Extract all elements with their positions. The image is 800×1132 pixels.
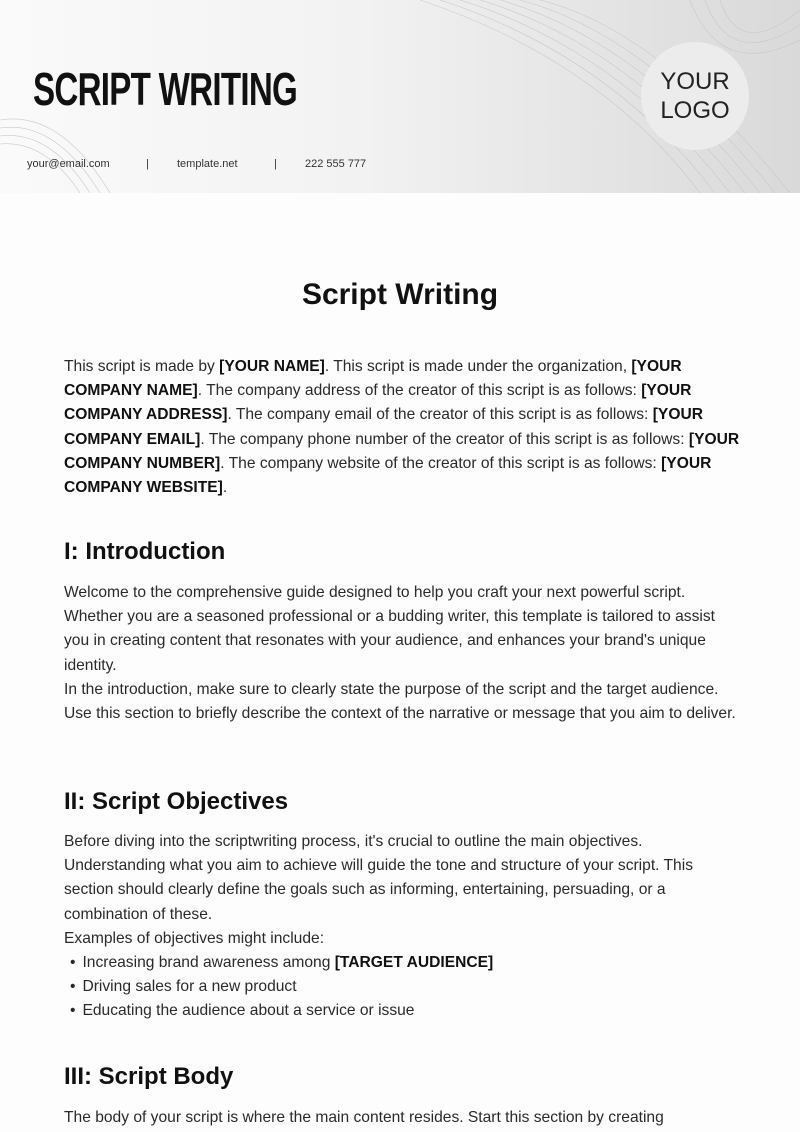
document-title: Script Writing (301, 278, 499, 311)
text: . The company email of the creator of this script is as follows: (227, 406, 653, 424)
text: . The company website of the creator of this script is as follows: (220, 454, 662, 472)
intro-paragraph (64, 355, 744, 500)
contact-info (27, 158, 366, 170)
text: . The company phone number of the creator of this script is as follows: (200, 430, 689, 448)
contact-phone: 222 555 777 (305, 158, 367, 170)
script-body-paragraph: The body of your script is where the main content resides. Start this section by creating (64, 1109, 664, 1126)
logo-text: LOGO (660, 97, 730, 124)
section-heading-objectives: II: Script Objectives (64, 788, 289, 815)
list-item: • Educating the audience about a service or issue (64, 999, 744, 1023)
logo-placeholder (641, 42, 749, 150)
logo-text: YOUR (660, 68, 730, 95)
section-heading-script-body: III: Script Body (64, 1063, 234, 1090)
placeholder-name: [YOUR NAME] (219, 358, 325, 375)
objectives-list (64, 951, 744, 1024)
text: Increasing brand awareness among (82, 954, 335, 972)
placeholder-company-email: [YOUR COMPANY EMAIL] (64, 406, 703, 448)
paragraph: Examples of objectives might include: (64, 929, 325, 947)
text: . (222, 479, 228, 497)
contact-email: your@email.com (27, 158, 110, 170)
text: . The company address of the creator of this script is as follows: (197, 382, 642, 400)
text: This script is made by (64, 358, 220, 375)
text: . This script is made under the organization, (324, 358, 632, 375)
list-item: • Driving sales for a new product (64, 975, 744, 999)
brand-title: SCRIPT WRITING (33, 63, 298, 115)
placeholder-company-number: [YOUR COMPANY NUMBER] (64, 430, 740, 472)
section-heading-introduction: I: Introduction (64, 538, 226, 565)
separator: | (146, 158, 149, 170)
placeholder-company-address: [YOUR COMPANY ADDRESS] (64, 382, 692, 424)
paragraph: In the introduction, make sure to clearly state the purpose of the script and the target audience. Use this section to briefly describe the context of the narrative or message that you aim to deliver. (64, 680, 736, 723)
placeholder-target-audience: [TARGET AUDIENCE] (334, 954, 494, 972)
contact-website: template.net (177, 158, 238, 170)
introduction-paragraph (64, 581, 744, 726)
paragraph: Before diving into the scriptwriting process, it's crucial to outline the main objectives. Understanding what you aim to achieve will guide the tone and structure of your script. This section should clearly define the goals such as informing, entertaining, persuading, or a combination of these. (64, 833, 693, 923)
objectives-paragraph (64, 830, 744, 1024)
separator: | (274, 158, 277, 170)
letterhead (0, 0, 800, 193)
list-item (64, 951, 744, 975)
placeholder-company-website: [YOUR COMPANY WEBSITE] (64, 454, 712, 497)
paragraph: Welcome to the comprehensive guide designed to help you craft your next powerful script. Whether you are a seasoned professional or a budding writer, this template is tailored to assist you in creating content that resonates with your audience, and enhances your brand's unique identity. (64, 584, 715, 674)
placeholder-company-name: [YOUR COMPANY NAME] (64, 358, 682, 400)
